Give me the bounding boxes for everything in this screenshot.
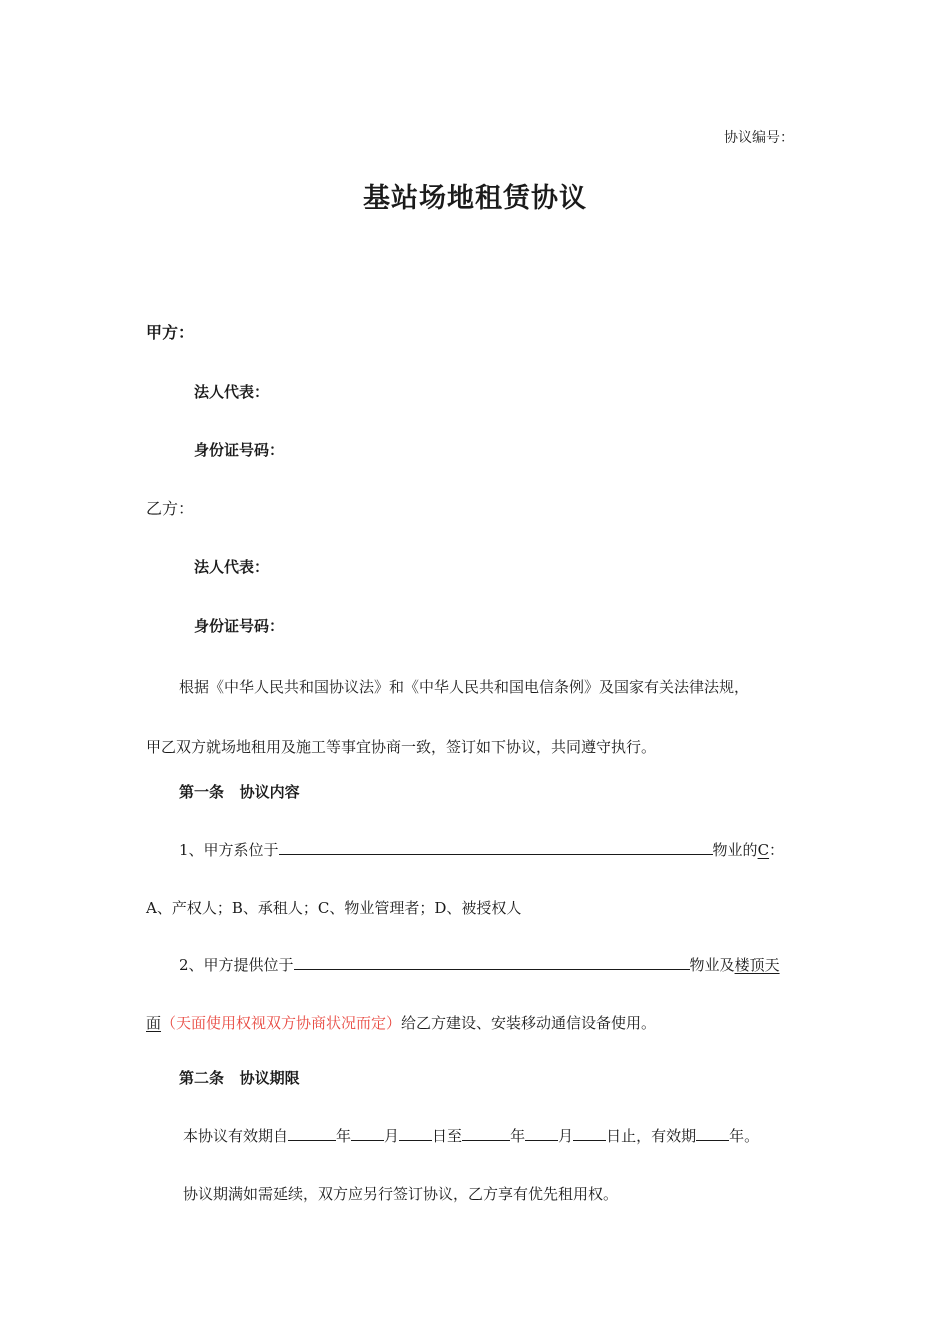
property-location-field[interactable] bbox=[279, 838, 713, 855]
item-2-suffix: 物业及 bbox=[689, 956, 735, 974]
item-2-roof-cont: 面 bbox=[146, 1014, 162, 1032]
article-1-options: A、产权人；B、承租人；C、物业管理者；D、被授权人 bbox=[146, 899, 522, 917]
year-end-label: 年。 bbox=[729, 1127, 760, 1145]
intro-line-2: 甲乙双方就场地租用及施工等事宜协商一致，签订如下协议，共同遵守执行。 bbox=[146, 738, 657, 756]
party-b-legal-rep-label: 法人代表： bbox=[194, 558, 270, 576]
end-month-field[interactable] bbox=[525, 1124, 558, 1141]
article-1-item-1 bbox=[179, 838, 784, 860]
month-label: 月 bbox=[384, 1127, 400, 1145]
start-year-field[interactable] bbox=[288, 1124, 336, 1141]
article-1-item-2-continued bbox=[146, 1013, 656, 1033]
article-2-renewal: 协议期满如需延续，双方应另行签订协议，乙方享有优先租用权。 bbox=[183, 1185, 619, 1203]
article-2-period bbox=[183, 1124, 759, 1146]
year-label-2: 年 bbox=[510, 1127, 526, 1145]
validity-years-field[interactable] bbox=[696, 1124, 729, 1141]
item-2-note: （天面使用权视双方协商状况而定） bbox=[161, 1014, 402, 1032]
start-day-field[interactable] bbox=[399, 1124, 432, 1141]
month-label-2: 月 bbox=[558, 1127, 574, 1145]
item-1-prefix: 1、甲方系位于 bbox=[179, 841, 279, 859]
year-label: 年 bbox=[336, 1127, 352, 1145]
period-start-label: 本协议有效期自 bbox=[183, 1127, 289, 1145]
document-title: 基站场地租赁协议 bbox=[363, 183, 587, 214]
party-a-legal-rep-label: 法人代表： bbox=[194, 383, 270, 401]
party-b-label: 乙方： bbox=[146, 499, 195, 518]
article-1-heading: 第一条 协议内容 bbox=[179, 783, 300, 801]
intro-line-1: 根据《中华人民共和国协议法》和《中华人民共和国电信条例》及国家有关法律法规， bbox=[179, 678, 750, 696]
item-1-colon: ： bbox=[769, 841, 785, 859]
party-a-id-label: 身份证号码： bbox=[194, 441, 285, 459]
article-1-item-2 bbox=[179, 953, 780, 975]
end-day-field[interactable] bbox=[573, 1124, 606, 1141]
agreement-number-label: 协议编号： bbox=[724, 130, 794, 146]
item-2-tail: 给乙方建设、安装移动通信设备使用。 bbox=[401, 1014, 657, 1032]
day-end-label: 日止，有效期 bbox=[606, 1127, 697, 1145]
item-2-prefix: 2、甲方提供位于 bbox=[179, 956, 294, 974]
article-2-heading: 第二条 协议期限 bbox=[179, 1069, 300, 1087]
provided-property-location-field[interactable] bbox=[294, 953, 690, 970]
end-year-field[interactable] bbox=[462, 1124, 510, 1141]
party-a-label: 甲方： bbox=[146, 323, 195, 342]
item-1-suffix: 物业的 bbox=[712, 841, 758, 859]
day-to-label: 日至 bbox=[432, 1127, 463, 1145]
item-1-choice: C bbox=[757, 841, 770, 859]
item-2-roof: 楼顶天 bbox=[734, 956, 780, 974]
party-b-id-label: 身份证号码： bbox=[194, 617, 285, 635]
start-month-field[interactable] bbox=[351, 1124, 384, 1141]
